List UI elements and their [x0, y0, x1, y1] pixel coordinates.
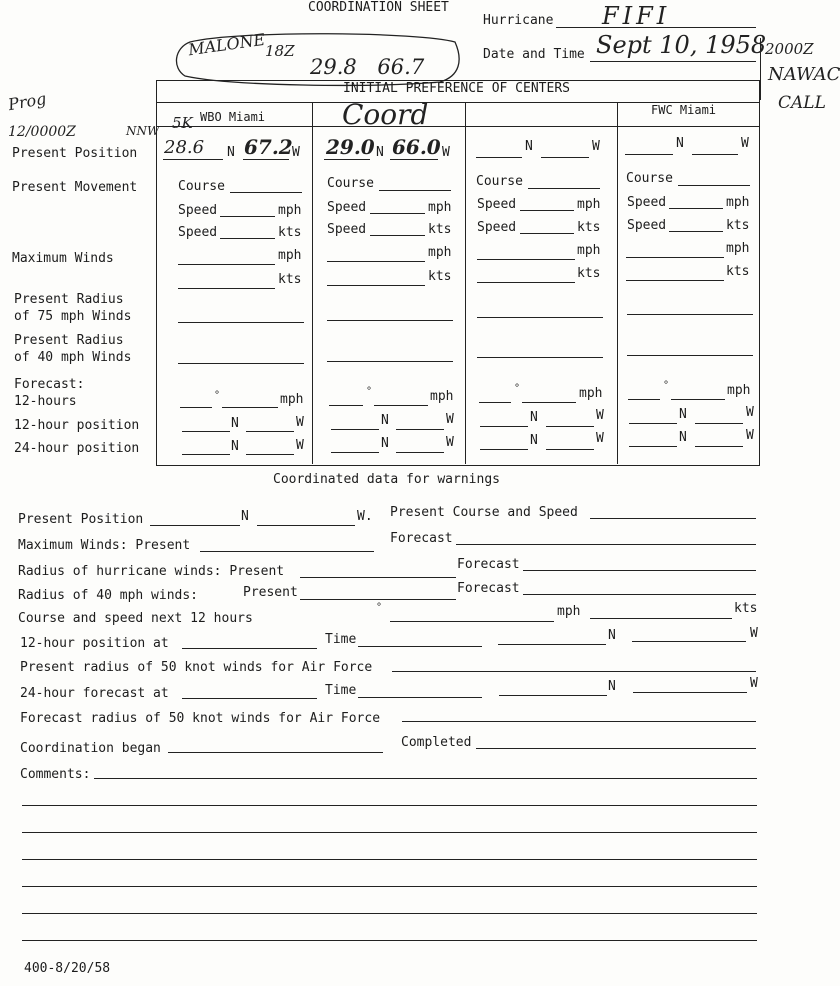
wbo-maxwind-kts: kts [278, 272, 302, 287]
wbo-speed-mph-label: Speed [178, 203, 218, 218]
fwc-course-label: Course [626, 171, 673, 186]
hurricane-name[interactable]: FIFI [602, 2, 671, 30]
row-radius75-b: of 75 mph Winds [14, 309, 132, 324]
center-coord: Coord [342, 98, 429, 131]
coordinated-title: Coordinated data for warnings [273, 472, 500, 487]
malone-time: 18Z [265, 42, 295, 60]
comments-line[interactable] [22, 859, 757, 860]
row-12hr-position: 12-hour position [14, 418, 140, 433]
fwc-24-n: N [679, 430, 687, 445]
wbo-mph-unit: mph [278, 203, 302, 218]
center-fwc-miami: FWC Miami [651, 103, 717, 117]
cd-course-speed-next: Course and speed next 12 hours [18, 611, 253, 626]
cd-12hr-n: N [608, 628, 616, 643]
wbo-speed-kts-label: Speed [178, 225, 218, 240]
row-present-movement: Present Movement [12, 180, 138, 195]
table-title: INITIAL PREFERENCE OF CENTERS [343, 81, 570, 96]
coord-12-lon-line [396, 429, 444, 430]
cd-position-n: N [241, 509, 249, 524]
fwc-speed-mph-label: Speed [627, 195, 667, 210]
col3-12-lon-line [546, 426, 594, 427]
cd-radius-hurricane-forecast: Forecast [457, 557, 520, 572]
col3-kts-unit: kts [577, 220, 601, 235]
col3-w: W [592, 139, 600, 154]
row-radius40-a: Present Radius [14, 333, 124, 348]
coord-fc-mph: mph [430, 389, 454, 404]
coord-lon[interactable]: 66.0 [392, 135, 441, 159]
wbo-lon-line [243, 159, 289, 160]
cd-forecast-radius50: Forecast radius of 50 knot winds for Air Force [20, 711, 381, 726]
wbo-maxwind-mph-line [178, 264, 275, 265]
fwc-speed-kts-label: Speed [627, 218, 667, 233]
cd-12hr-lon-line[interactable] [632, 641, 746, 642]
comments-line[interactable] [22, 913, 757, 914]
malone-name: MALONE [187, 29, 267, 60]
fwc-24-lon-line [695, 446, 743, 447]
comments-line[interactable] [94, 778, 757, 779]
wbo-12-lon-line [246, 431, 294, 432]
coord-speed-mph-label: Speed [327, 200, 367, 215]
fwc-fc-mph: mph [727, 383, 751, 398]
malone-position: 29.8 66.7 [310, 55, 425, 79]
col3-course-label: Course [476, 174, 523, 189]
wbo-n: N [227, 145, 235, 160]
bracket-mark [760, 38, 761, 100]
col3-lon-line [541, 157, 589, 158]
wbo-24-w: W [296, 438, 304, 453]
wbo-fc-speed-line [222, 407, 278, 408]
date-value[interactable]: Sept 10, 1958 [596, 31, 767, 59]
col3-lat-line [476, 157, 522, 158]
coord-lat[interactable]: 29.0 [326, 135, 375, 159]
wbo-24-lon-line [246, 454, 294, 455]
coord-24-lon-line [396, 452, 444, 453]
wbo-speed-kts-line [220, 238, 275, 239]
wbo-lon[interactable]: 67.2 [244, 135, 293, 159]
col3-speed-kts-label: Speed [477, 220, 517, 235]
coord-speed-kts-line [370, 235, 425, 236]
prog-time: 12/0000Z [8, 124, 76, 140]
fwc-maxwind-kts-line [626, 280, 724, 281]
cd-radius50: Present radius of 50 knot winds for Air Force [20, 660, 373, 675]
cd-24hr-n: N [608, 679, 616, 694]
wbo-course-label: Course [178, 179, 225, 194]
cd-24hr-w: W [750, 676, 758, 691]
cd-comments: Comments: [20, 767, 91, 782]
row-forecast-b: 12-hours [14, 394, 77, 409]
wbo-fc-degree: ° [214, 390, 221, 401]
date-time-label: Date and Time [483, 47, 585, 62]
wbo-12-w: W [296, 415, 304, 430]
coord-lon-line [390, 159, 438, 160]
cd-24hr-forecast: 24-hour forecast at [20, 686, 169, 701]
col3-radius40-line [477, 357, 603, 358]
cd-began-line[interactable] [168, 752, 383, 753]
coord-n: N [376, 145, 384, 160]
cd-next-kts-line[interactable] [590, 618, 732, 619]
wbo-radius75-line [178, 322, 304, 323]
row-24hr-position: 24-hour position [14, 441, 140, 456]
col3-12-lat-line [480, 426, 528, 427]
cd-24hr-time: Time [325, 683, 357, 698]
cd-completed-line[interactable] [476, 748, 756, 749]
wbo-radius40-line [178, 363, 304, 364]
cd-max-winds-line[interactable] [200, 551, 374, 552]
wbo-fc-course-line [180, 407, 212, 408]
fwc-24-w: W [746, 428, 754, 443]
coord-12-n: N [381, 413, 389, 428]
wbo-24-n: N [231, 439, 239, 454]
center-wbo-miami: WBO Miami [200, 110, 266, 124]
cd-24hr-lat-line[interactable] [499, 695, 607, 696]
col3-fc-course-line [479, 402, 511, 403]
col3-speed-mph-line [520, 210, 574, 211]
comments-line[interactable] [22, 940, 757, 941]
wbo-kts-unit: kts [278, 225, 302, 240]
prog-label: Prog [6, 88, 48, 115]
cd-max-winds: Maximum Winds: Present [18, 538, 191, 553]
cd-radius50-line[interactable] [392, 671, 756, 672]
cd-max-winds-forecast: Forecast [390, 531, 453, 546]
coord-radius75-line [327, 320, 453, 321]
coord-speed-mph-line [370, 213, 425, 214]
sheet-title: COORDINATION SHEET [308, 0, 449, 15]
cd-12hr-line[interactable] [182, 648, 317, 649]
fwc-mph-unit: mph [726, 195, 750, 210]
col3-24-w: W [596, 431, 604, 446]
coord-w: W [442, 145, 450, 160]
col3-24-n: N [530, 433, 538, 448]
col3-12-n: N [530, 410, 538, 425]
cd-radius40-forecast-line[interactable] [523, 594, 756, 595]
cd-radius40: Radius of 40 mph winds: [18, 588, 199, 603]
col3-maxwind-mph: mph [577, 243, 601, 258]
row-forecast-a: Forecast: [14, 377, 85, 392]
fwc-lon-line [692, 154, 738, 155]
fwc-maxwind-mph-line [626, 257, 724, 258]
hurricane-label: Hurricane [483, 13, 554, 28]
cd-course-degree: ° [376, 602, 383, 613]
col-divider-2 [465, 103, 466, 464]
cd-max-winds-forecast-line[interactable] [456, 544, 756, 545]
coord-24-n: N [381, 436, 389, 451]
coord-mph-unit: mph [428, 200, 452, 215]
coord-speed-kts-label: Speed [327, 222, 367, 237]
fwc-fc-degree: ° [663, 380, 670, 391]
fwc-12-lat-line [629, 423, 677, 424]
row-radius75-a: Present Radius [14, 292, 124, 307]
fwc-radius40-line [627, 355, 753, 356]
cd-24hr-time-line[interactable] [358, 697, 482, 698]
wbo-w: W [292, 145, 300, 160]
cd-radius-hurricane-line[interactable] [300, 577, 456, 578]
col3-24-lon-line [546, 449, 594, 450]
wbo-12-lat-line [182, 431, 230, 432]
coord-course-label: Course [327, 176, 374, 191]
wbo-fc-mph: mph [280, 392, 304, 407]
fwc-w: W [741, 136, 749, 151]
col3-speed-mph-label: Speed [477, 197, 517, 212]
row-radius40-b: of 40 mph Winds [14, 350, 132, 365]
date-field-line [590, 61, 756, 62]
col3-fc-mph: mph [579, 386, 603, 401]
call-note: CALL [778, 93, 826, 113]
cd-24hr-line[interactable] [182, 698, 317, 699]
cd-completed: Completed [401, 735, 472, 750]
wbo-lat[interactable]: 28.6 [164, 137, 205, 158]
coord-fc-speed-line [374, 405, 428, 406]
cd-next-kts: kts [734, 601, 758, 616]
coord-radius40-line [327, 361, 453, 362]
col3-fc-degree: ° [514, 383, 521, 394]
cd-next-mph: mph [557, 604, 581, 619]
col3-n: N [525, 139, 533, 154]
cd-position-lon-line[interactable] [257, 525, 355, 526]
col3-mph-unit: mph [577, 197, 601, 212]
cd-radius-hurricane-forecast-line[interactable] [523, 570, 756, 571]
col3-12-w: W [596, 408, 604, 423]
cd-radius40-present: Present [243, 585, 298, 600]
coord-24-w: W [446, 435, 454, 450]
coord-12-w: W [446, 412, 454, 427]
col3-course-line [528, 188, 600, 189]
comments-line[interactable] [22, 886, 757, 887]
fwc-lat-line [625, 154, 673, 155]
fwc-maxwind-kts: kts [726, 264, 750, 279]
cd-next-speed-line[interactable] [390, 621, 554, 622]
nawac-note: NAWAC [768, 64, 840, 85]
cd-12hr-position: 12-hour position at [20, 636, 169, 651]
col3-24-lat-line [480, 449, 528, 450]
coord-24-lat-line [331, 452, 379, 453]
cd-12hr-lat-line[interactable] [498, 644, 606, 645]
cd-24hr-lon-line[interactable] [633, 692, 747, 693]
fwc-12-lon-line [695, 423, 743, 424]
wbo-maxwind-kts-line [178, 288, 275, 289]
col3-radius75-line [477, 317, 603, 318]
wbo-course-line [230, 192, 302, 193]
fwc-radius75-line [627, 314, 753, 315]
col3-maxwind-kts-line [477, 282, 575, 283]
wbo-lat-line [163, 159, 223, 160]
form-number: 400-8/20/58 [24, 961, 111, 976]
coord-maxwind-mph-line [327, 261, 425, 262]
cd-course-speed-line[interactable] [590, 518, 756, 519]
coord-kts-unit: kts [428, 222, 452, 237]
cd-radius40-forecast: Forecast [457, 581, 520, 596]
fwc-24-lat-line [629, 446, 677, 447]
comments-line[interactable] [22, 832, 757, 833]
coord-lat-line [324, 159, 370, 160]
cd-12hr-time-line[interactable] [358, 646, 482, 647]
col3-speed-kts-line [520, 233, 574, 234]
wbo-12-n: N [231, 416, 239, 431]
date-time-note: 2000Z [765, 40, 814, 58]
fwc-n: N [676, 136, 684, 151]
fwc-kts-unit: kts [726, 218, 750, 233]
col3-maxwind-kts: kts [577, 266, 601, 281]
table-header-divider [156, 126, 759, 127]
cd-12hr-time: Time [325, 632, 357, 647]
col3-maxwind-mph-line [477, 259, 575, 260]
fwc-speed-mph-line [669, 208, 723, 209]
coord-course-line [379, 190, 451, 191]
row-present-position: Present Position [12, 146, 138, 161]
wbo-maxwind-mph: mph [278, 248, 302, 263]
prog-direction: NNW [126, 124, 160, 138]
prog-speed: 5K [172, 114, 193, 132]
wbo-speed-mph-line [220, 216, 275, 217]
cd-present-position: Present Position [18, 512, 144, 527]
coord-fc-degree: ° [366, 386, 373, 397]
coord-maxwind-kts: kts [428, 269, 452, 284]
comments-line[interactable] [22, 805, 757, 806]
fwc-speed-kts-line [669, 231, 723, 232]
cd-radius-hurricane: Radius of hurricane winds: Present [18, 564, 285, 579]
cd-forecast-radius50-line[interactable] [402, 721, 756, 722]
col-divider-3 [617, 103, 618, 464]
fwc-12-w: W [746, 405, 754, 420]
coord-maxwind-mph: mph [428, 245, 452, 260]
fwc-12-n: N [679, 407, 687, 422]
fwc-fc-speed-line [671, 399, 725, 400]
fwc-course-line [678, 185, 750, 186]
cd-12hr-w: W [750, 626, 758, 641]
cd-coordination-began: Coordination began [20, 741, 161, 756]
wbo-24-lat-line [182, 454, 230, 455]
col-divider-1 [312, 103, 313, 464]
fwc-fc-course-line [628, 399, 660, 400]
cd-position-w: W. [357, 509, 373, 524]
coord-12-lat-line [331, 429, 379, 430]
col3-fc-speed-line [522, 402, 576, 403]
coord-maxwind-kts-line [327, 285, 425, 286]
coord-fc-course-line [329, 405, 363, 406]
row-maximum-winds: Maximum Winds [12, 251, 114, 266]
cd-present-course-speed: Present Course and Speed [390, 505, 578, 520]
cd-position-lat-line[interactable] [150, 525, 240, 526]
cd-radius40-line[interactable] [300, 599, 456, 600]
fwc-maxwind-mph: mph [726, 241, 750, 256]
